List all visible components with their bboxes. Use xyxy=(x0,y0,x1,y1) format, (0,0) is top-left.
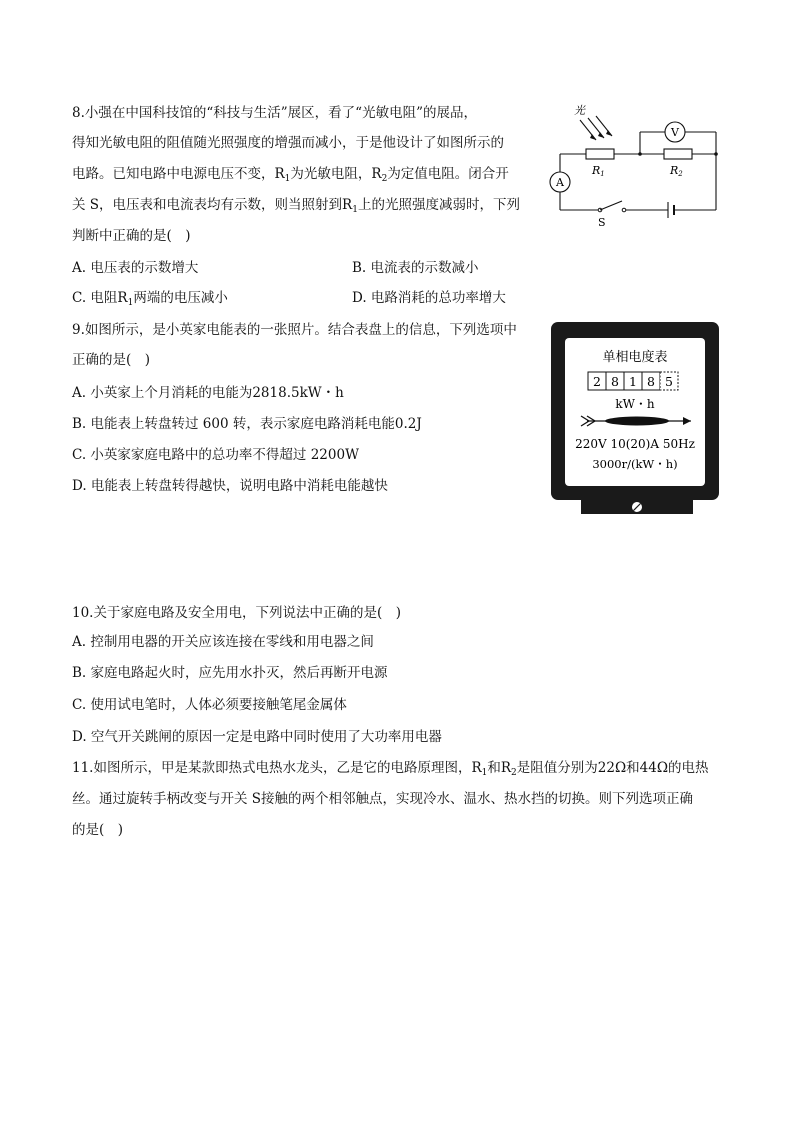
q9-line2: 正确的是( ) xyxy=(72,352,151,368)
light-label: 光 xyxy=(574,104,585,117)
q11-line1-part2: 和R xyxy=(487,760,512,776)
q8-option-d: D. 电路消耗的总功率增大 xyxy=(352,290,506,306)
meter-title: 单相电度表 xyxy=(602,350,668,365)
subscript: 1 xyxy=(352,205,358,215)
q8-line3-part2: 为光敏电阻，R xyxy=(290,166,382,182)
q11-line1-part3: 是阻值分别为22Ω和44Ω的电热 xyxy=(516,760,709,776)
meter-digit: 2 xyxy=(593,374,601,389)
r1-label: R1 xyxy=(592,164,605,178)
meter-rating: 220V 10(20)A 50Hz xyxy=(575,437,695,451)
q9-option-d: D. 电能表上转盘转得越快，说明电路中消耗电能越快 xyxy=(72,478,388,494)
subscript: 1 xyxy=(284,174,291,184)
q11-line1-part1: 11.如图所示，甲是某款即热式电热水龙头，乙是它的电路原理图，R xyxy=(72,760,482,776)
q8-line3 xyxy=(72,164,509,189)
meter-unit: kW・h xyxy=(615,397,655,411)
q8-line1: 8.小强在中国科技馆的“科技与生活”展区，看了“光敏电阻”的展品， xyxy=(72,105,477,121)
meter-digit: 1 xyxy=(629,374,637,389)
q11-line2: 丝。通过旋转手柄改变与开关 S接触的两个相邻触点，实现冷水、温水、热水挡的切换。则下列选项正确 xyxy=(72,791,694,807)
switch-icon xyxy=(600,201,622,210)
q8-option-b: B. 电流表的示数减小 xyxy=(352,260,479,276)
q8-line2: 得知光敏电阻的阻值随光照强度的增强而减小，于是他设计了如图所示的 xyxy=(72,135,504,151)
meter-digit: 8 xyxy=(647,374,655,389)
q8-line5: 判断中正确的是( ) xyxy=(72,228,191,244)
q8-option-a: A. 电压表的示数增大 xyxy=(72,260,199,276)
subscript: 1 xyxy=(127,298,134,308)
q9-option-b: B. 电能表上转盘转过 600 转，表示家庭电路消耗电能0.2J xyxy=(72,416,422,432)
r2-resistor xyxy=(664,149,692,159)
q10-option-a: A. 控制用电器的开关应该连接在零线和用电器之间 xyxy=(72,634,374,650)
r2-label: R2 xyxy=(670,164,683,178)
q8-line3-part3: 为定值电阻。闭合开 xyxy=(387,166,509,182)
q10-option-b: B. 家庭电路起火时，应先用水扑灭，然后再断开电源 xyxy=(72,665,388,681)
voltmeter-label: V xyxy=(671,126,679,139)
energy-meter-figure xyxy=(551,322,721,517)
q9-line1: 9.如图所示，是小英家电能表的一张照片。结合表盘上的信息，下列选项中 xyxy=(72,322,517,338)
subscript: 2 xyxy=(511,768,517,778)
meter-digit: 5 xyxy=(665,374,673,389)
q9-option-c: C. 小英家家庭电路中的总功率不得超过 2200W xyxy=(72,447,359,463)
q11-line1 xyxy=(72,758,709,783)
q8-option-c-part1: C. 电阻R xyxy=(72,290,128,306)
q8-option-c xyxy=(72,288,228,313)
q10-option-c: C. 使用试电笔时，人体必须要接触笔尾金属体 xyxy=(72,697,347,713)
meter-digit: 8 xyxy=(611,374,619,389)
q8-line4-part1: 关 S，电压表和电流表均有示数，则当照射到R xyxy=(72,197,353,213)
q10-option-d: D. 空气开关跳闸的原因一定是电路中同时使用了大功率用电器 xyxy=(72,729,442,745)
meter-constant: 3000r/(kW・h) xyxy=(592,457,678,471)
q9-option-a: A. 小英家上个月消耗的电能为2818.5kW・h xyxy=(72,385,344,401)
q8-line4-part2: 上的光照强度减弱时，下列 xyxy=(357,197,520,213)
q8-line4 xyxy=(72,195,520,220)
q8-option-c-part2: 两端的电压减小 xyxy=(133,290,228,306)
subscript: 2 xyxy=(381,174,388,184)
q10-line1: 10.关于家庭电路及安全用电，下列说法中正确的是( ) xyxy=(72,605,402,621)
ammeter-label: A xyxy=(556,176,564,189)
q11-line3: 的是( ) xyxy=(72,822,124,838)
q8-line3-part1: 电路。已知电路中电源电压不变，R xyxy=(72,166,285,182)
r1-resistor xyxy=(586,149,614,159)
switch-label: S xyxy=(598,216,606,229)
subscript: 1 xyxy=(481,768,488,778)
q8-circuit-diagram xyxy=(540,102,730,232)
